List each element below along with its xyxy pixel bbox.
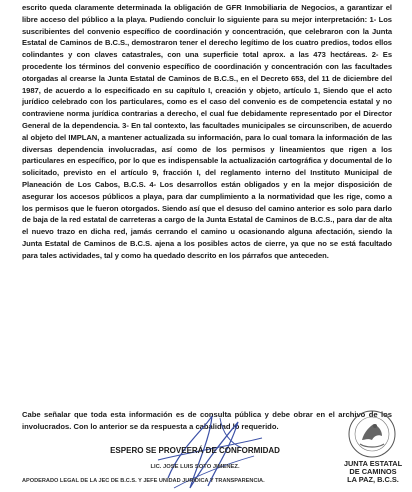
body-paragraph: escrito queda claramente determinada la obligación de GFR Inmobiliaria de Negocios, a garantizar el libre acceso del público a la playa. Pudiendo concluir lo siguiente para su mejor interpretación: 1- Los suscribientes del convenio específico de coordinación y concentración, que celebraron con la Junta Estatal de Caminos de B.C.S., demostraron tener el derecho legítimo de los cuatro predios, todos ellos colindantes y con claves catastrales, con una superficie total aprox. a las 473 hectáreas. 2- Es procedente los términos del convenio específico de coordinación y concentración con las facultades otorgadas al crearse la Junta Estatal de Caminos de B.C.S., en el Decreto 653, del 11 de diciembre del 1987, de acuerdo a lo especificado en su capítulo I, creación y objeto, artículo 1, Siendo que el acto jurídico celebrado con los particulares, como es el caso del convenio es de competencia estatal y no contraviene norma jurídica contrarias a derecho, el cual fue debidamente representado por el Director General de la dependencia. 3- En tal contexto, las facultades municipales se circunscriben, de acuerdo al objeto del IMPLAN, a mantener actualizada su información, para lo cual tomara la información de las diversas dependencia involucradas, así como de los permisos y lineamientos que rigen a los particulares en específico, por lo que es indispensable la actualización cartográfica y documental de lo solicitado, previsto en el artículo 9, fracción I, del reglamento interno del Instituto Municipal de Planeación de Los Cabos, B.C.S. 4- Los desarrollos están obligados y en la mejor disposición de asegurar los accesos públicos a playa, para dar cumplimiento a la normatividad que les rige, como a los permisos que le fueron otorgados. Siendo así que el desuso del camino anterior es solo para darlo de baja de la red estatal de carreteras a cargo de la Junta Estatal de Caminos de B.C.S., para dar de alta el nuevo trazo en dicha red, jamás cerrando el camino u ocasionando alguna afectación, siendo la Junta Estatal de Caminos de B.C.S. ajena a los posibles actos de cierre, ya que no se está facultado para tales actividades, tal y como ha quedado descrito en los párrafos que anteceden.	[22, 3, 392, 260]
signatory-name: LIC. JOSE LUIS SOTO JIMENEZ.	[150, 464, 240, 470]
signatory-role: APODERADO LEGAL DE LA JEC DE B.C.S. Y JEFE UNIDAD JURIDICA Y TRANSPARENCIA.	[22, 478, 265, 484]
organization-name	[336, 460, 410, 484]
org-name-line2: DE CAMINOS	[349, 467, 397, 476]
org-name-line3: LA PAZ, B.C.S.	[347, 475, 399, 484]
closing-paragraph: Cabe señalar que toda esta información es de consulta pública y debe obrar en el archivo de los involucrados. Con lo anterior se da respuesta a cabalidad lo requerido.	[22, 410, 392, 431]
org-name-line1: JUNTA ESTATAL	[343, 459, 403, 468]
official-seal-icon	[348, 410, 396, 458]
signature-heading: ESPERO SE PROVEERÁ DE CONFORMIDAD	[110, 446, 280, 455]
